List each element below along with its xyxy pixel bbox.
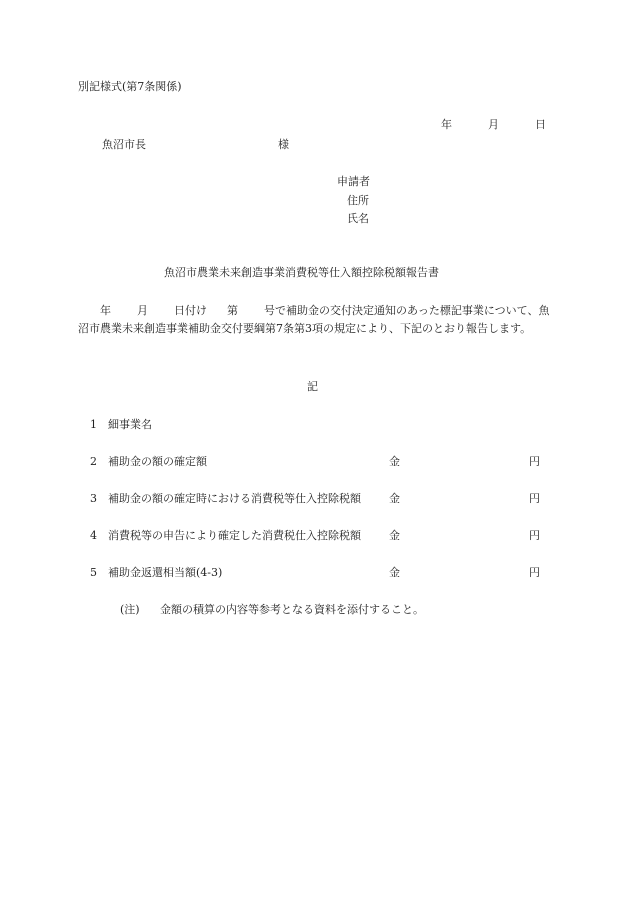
item-label: 補助金の額の確定額 xyxy=(108,455,207,468)
item-kin: 金 xyxy=(389,492,400,505)
form-label: 別記様式(第7条関係) xyxy=(78,80,182,93)
item-yen: 円 xyxy=(529,455,540,468)
item-yen: 円 xyxy=(529,492,540,505)
body-no-prefix: 第 xyxy=(227,304,238,317)
note-text: 金額の積算の内容等参考となる資料を添付すること。 xyxy=(160,603,424,616)
item-kin: 金 xyxy=(389,455,400,468)
item-number: 4 xyxy=(90,529,97,542)
applicant-label: 申請者 xyxy=(337,175,370,188)
item-number: 3 xyxy=(90,492,97,505)
item-number: 5 xyxy=(90,566,97,579)
date-day: 日 xyxy=(535,118,546,131)
item-kin: 金 xyxy=(389,529,400,542)
item-number: 2 xyxy=(90,455,97,468)
ki-heading: 記 xyxy=(307,380,318,393)
item-yen: 円 xyxy=(529,566,540,579)
addressee-honorific: 様 xyxy=(278,138,289,151)
item-label: 消費税等の申告により確定した消費税仕入控除税額 xyxy=(108,529,361,542)
body-text: 号で補助金の交付決定通知のあった標記事業について、魚沼市農業未来創造事業補助金交付要綱第7条第3項の規定により、下記のとおり報告します。 xyxy=(78,304,550,335)
date-month: 月 xyxy=(488,118,499,131)
applicant-address: 住所 xyxy=(347,194,369,207)
addressee-name: 魚沼市長 xyxy=(102,138,146,151)
document-title: 魚沼市農業未来創造事業消費税等仕入額控除税額報告書 xyxy=(164,266,439,279)
body-date-suffix: 日付け xyxy=(174,304,207,317)
item-yen: 円 xyxy=(529,529,540,542)
item-label: 補助金返還相当額(4-3) xyxy=(108,566,223,579)
body-paragraph xyxy=(78,302,552,338)
body-year: 年 xyxy=(100,304,111,317)
item-kin: 金 xyxy=(389,566,400,579)
item-number: 1 xyxy=(90,418,97,431)
note-label: (注) xyxy=(120,603,140,616)
item-label: 細事業名 xyxy=(108,418,152,431)
body-month: 月 xyxy=(137,304,148,317)
item-label: 補助金の額の確定時における消費税等仕入控除税額 xyxy=(108,492,361,505)
applicant-name: 氏名 xyxy=(347,212,369,225)
date-year: 年 xyxy=(441,118,452,131)
